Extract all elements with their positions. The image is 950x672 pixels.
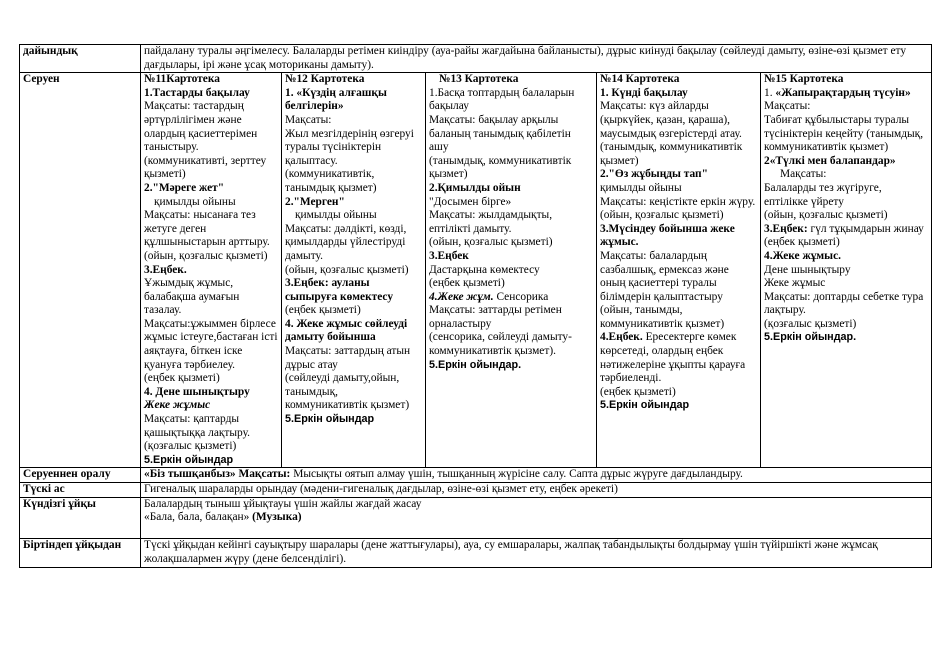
card-line-bold: 3.Еңбек:: [764, 222, 808, 235]
card-line: 1.Тастарды бақылау: [144, 86, 250, 99]
card-line: "Досымен бірге»: [429, 195, 512, 208]
card-line: (қозғалыс қызметі): [764, 317, 857, 330]
card-line: 2.Қимылды ойын: [429, 181, 521, 194]
card-line: (танымдық, коммуникативтік қызмет): [600, 141, 743, 167]
card-line: Мақсаты:: [780, 168, 827, 181]
card-line: Жеке жұмыс: [764, 277, 826, 290]
card-line: Жыл мезгілдерінің өзгеруі туралы түсініктерін қалыптасу.: [285, 127, 414, 167]
card-title: №12 Картотека: [285, 73, 365, 86]
card-line: Мақсаты:: [285, 113, 332, 126]
nap-row: [20, 497, 932, 539]
prep-text: пайдалану туралы әңгімелесу. Балаларды ретімен киіндіру (ауа-райы жағдайына байланысты), дұрыс киінуді бақылау (сөйлеуді дамыту, өзіне-өзі қызмет ету дағдылары, ірі және ұсақ моториканы дамыту).: [141, 45, 932, 73]
card-line: 4. Дене шынықтыру: [144, 385, 250, 398]
nap-label: Күндізгі ұйқы: [20, 497, 141, 539]
nap-line: [144, 511, 928, 525]
card-line: қимылды ойыны: [600, 181, 682, 194]
card-line: қимылды ойыны: [154, 195, 236, 208]
wake-row: [20, 539, 932, 567]
card-line-rest: Сенсорика: [493, 290, 549, 303]
card-line: (ойын, танымды, коммуникативтік қызмет): [600, 304, 725, 330]
card-title: №11Картотека: [144, 73, 220, 86]
card-line: (ойын, қозғалыс қызметі): [285, 263, 409, 276]
return-text: Мысықты оятып алмау үшін, тышқанның жүрісіне салу. Сапта дұрыс жүруге дағдыландыру.: [290, 468, 743, 481]
return-label: Серуеннен оралу: [20, 468, 141, 483]
daily-plan-table: [19, 44, 932, 568]
lunch-row: [20, 483, 932, 498]
card-line: Ұжымдық жұмыс, балабақша аумағын тазалау.: [144, 277, 240, 317]
card-line-bold: «Жапырақтардың түсуін»: [775, 86, 911, 99]
card-line: (еңбек қызметі): [764, 236, 840, 249]
card-line: [764, 223, 928, 237]
card-line-rest: Ересектерге көмек көрсетеді, олардың еңбек нәтижелеріне ұқыпты қарауға тәрбиеленді.: [600, 331, 746, 385]
card-line: Мақсаты: дәлдікті, көзді, қимылдарды үйлестіруді дамыту.: [285, 222, 407, 262]
return-game-title: «Біз тышқанбыз» Мақсаты:: [144, 468, 291, 481]
card-line: 5.Еркін ойындар: [144, 453, 234, 466]
return-cell: [141, 468, 932, 483]
card-line: (қозғалыс қызметі): [144, 440, 237, 453]
card-line: (сөйлеуді дамыту,ойын, танымдық, коммуникативтік қызмет): [285, 372, 410, 412]
card-line: Табиғат құбылыстары туралы түсініктерін кеңейту (танымдық, коммуникативтік қызмет): [764, 113, 924, 154]
card-line: (ойын, қозғалыс қызметі): [600, 209, 724, 222]
card-line: 5.Еркін ойындар: [285, 413, 375, 426]
card-line: Дене шынықтыру: [764, 263, 851, 276]
card-line: 5.Еркін ойындар.: [764, 331, 857, 344]
card-line: Мақсаты:ұжыммен бірлесе жұмыс істеуге,бастаған істі аяқтауға, біткен іске қуануға тәрбиелеу.: [144, 317, 278, 371]
card-line: 4. Жеке жұмыс сөйлеуді дамыту бойынша: [285, 317, 408, 344]
card-title: №15 Картотека: [764, 73, 844, 86]
nap-cell: [141, 497, 932, 539]
lunch-text: Гигеналық шараларды орындау (мәдени-гигеналық дағдылар, өзіне-өзі қызмет ету, еңбек әрекеті): [141, 483, 932, 498]
card-line: (еңбек қызметі): [429, 277, 505, 290]
card-line-bold: 4.Еңбек.: [600, 331, 643, 344]
card-line: 4.Жеке жұмыс.: [764, 249, 841, 262]
card-title: №14 Картотека: [600, 73, 680, 86]
card-line: 3.Мүсіндеу бойынша жеке жұмыс.: [600, 222, 735, 249]
card-line: Мақсаты:: [764, 100, 811, 113]
card-line: 1. «Күздің алғашқы белгілерін»: [285, 86, 387, 113]
card-line: Мақсаты: балалардың сазбалшық, ермексаз және оның қасиеттері туралы білімдерін қалыптастыру: [600, 249, 729, 303]
card-line: 3.Еңбек: ауланы сыпыруға көмектесу: [285, 277, 394, 303]
card-line: [764, 87, 928, 101]
card-line: Жеке жұмыс: [144, 399, 211, 412]
card-line: Мақсаты: нысанаға тез жетуге деген құлшыныстарын арттыру.: [144, 209, 270, 249]
card-line: (еңбек қызметі): [285, 304, 361, 317]
card-line: (еңбек қызметі): [144, 372, 220, 385]
card-line: 1.Басқа топтардың балаларын бақылау: [429, 86, 575, 113]
card-line: Дастарқына көмектесу: [429, 263, 540, 276]
lunch-label: Түскі ас: [20, 483, 141, 498]
wake-text: Түскі ұйқыдан кейінгі сауықтыру шаралары (дене жаттығулары), ауа, су емшаралары, жалпақ табандылықты болдырмау үшін түйіршікті және жұмсақ жолақшалармен жүру (дене белсенділігі).: [141, 539, 932, 567]
card-line: [429, 291, 593, 305]
card-line: (коммуникативті, зерттеу қызметі): [144, 154, 267, 181]
card-line: Мақсаты: заттарды ретімен орналастыру: [429, 304, 562, 330]
card-line: 2."Өз жұбыңды тап": [600, 168, 708, 181]
nap-song: «Бала, бала, балақан»: [144, 511, 253, 524]
card-line: 3.Еңбек: [429, 249, 469, 262]
prep-label: дайындық: [20, 45, 141, 73]
card-line: Мақсаты: заттардың атын дұрыс атау: [285, 345, 411, 371]
card-line: Мақсаты: жылдамдықты, ептілікті дамыту.: [429, 209, 553, 235]
card-line: Мақсаты: бақылау арқылы баланың танымдық қабілетін ашу: [429, 113, 571, 154]
prep-row: [20, 45, 932, 73]
card-line: (сенсорика, сөйлеуді дамыту-коммуникативтік қызмет).: [429, 331, 572, 358]
card-line: 1. Күнді бақылау: [600, 86, 688, 99]
card-line: 5.Еркін ойындар: [600, 399, 690, 412]
card-line: Мақсаты: кеңістікте еркін жүру.: [600, 195, 756, 208]
card-line: [600, 331, 757, 385]
card-line: (ойын, қозғалыс қызметі): [144, 249, 268, 262]
card-line: (танымдық, коммуникативтік қызмет): [429, 154, 572, 181]
card-line: (коммуникативтік, танымдық қызмет): [285, 168, 377, 194]
return-row: [20, 468, 932, 483]
walk-label: Серуен: [20, 73, 141, 468]
walk-row: [20, 73, 932, 468]
card-15: [761, 73, 932, 468]
card-line: (ойын, қозғалыс қызметі): [429, 236, 553, 249]
card-12: [282, 73, 426, 468]
card-title: №13 Картотека: [439, 73, 519, 86]
card-line: Балаларды тез жүгіруге, ептілікке үйрету: [764, 181, 882, 208]
wake-label: Біртіндеп ұйқыдан: [20, 539, 141, 567]
card-line: қимылды ойыны: [295, 209, 377, 222]
card-line: 3.Еңбек.: [144, 263, 187, 276]
card-line-bold: 4.Жеке жұм.: [429, 290, 494, 303]
card-line: 2«Түлкі мен балапандар»: [764, 154, 896, 167]
card-line: Мақсаты: қаптарды қашықтыққа лақтыру.: [144, 413, 251, 439]
card-line: 5.Еркін ойындар.: [429, 358, 522, 371]
card-line-rest: гүл тұқымдарын жинау: [807, 222, 924, 235]
nap-line: Балалардың тыныш ұйықтауы үшін жайлы жағдай жасау: [144, 497, 422, 510]
nap-spacer: [144, 525, 928, 539]
card-line-num: 1.: [764, 86, 776, 99]
card-line: 2."Мәреге жет": [144, 181, 225, 194]
card-line: (ойын, қозғалыс қызметі): [764, 209, 888, 222]
card-13: [426, 73, 597, 468]
card-11: [141, 73, 282, 468]
card-line: (еңбек қызметі): [600, 385, 676, 398]
card-14: [597, 73, 761, 468]
card-line: Мақсаты: күз айларды (қыркүйек, қазан, қараша), маусымдық өзгерістерді атау.: [600, 100, 742, 140]
nap-music: (Музыка): [252, 511, 302, 524]
card-line: Мақсаты: доптарды себетке тура лақтыру.: [764, 290, 924, 317]
card-line: Мақсаты: тастардың әртүрлілігімен және олардың қасиеттерімен таныстыру.: [144, 100, 258, 154]
card-line: 2."Мерген": [285, 195, 345, 208]
